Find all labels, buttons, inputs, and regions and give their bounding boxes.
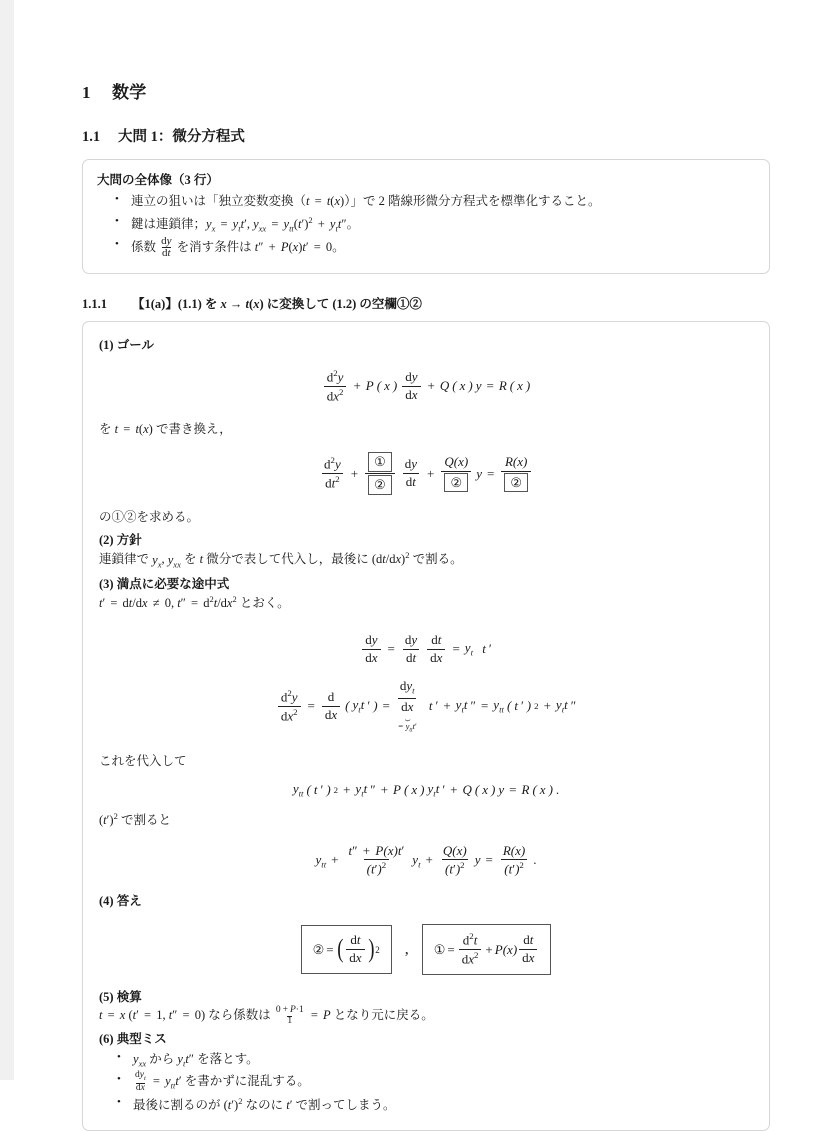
circle-one-label: ① [433,941,446,957]
subsection-heading [82,125,770,146]
subsubsection-heading [82,294,770,312]
subsection-number: 1.1 [82,129,101,145]
subsubsection-title: 【1(a)】(1.1) を x → t(x) に変換して (1.2) の空欄①② [132,296,422,311]
equation-divided: $y_{tt}$ + $\frac{t'' + P(x)t'}{(t')^2}$ $y_t$ + $\frac{Q(x)}{(t')^2}$ y = $\frac{R(x)}{(t')^2}$ . [315,842,537,877]
underbrace-label: = $y_{tt}t'$ [397,720,417,734]
list-item: • $y_{xx}$ から $y_tt''$ を落とす。 [133,1049,753,1071]
rewrite-text: を t = t(x) で書き換え， [99,421,232,436]
blank-circle-two: ② [444,473,468,493]
policy-text: 連鎖律で $y_x$, $y_{xx}$ を t 微分で表して代入し，最後に $(dt/dx)^2$ で割る。 [99,550,463,570]
main-content-box [82,321,770,1131]
equation-target-with-blanks: $\frac{d^2y}{dt^2}$ + $\frac{\text{①}}{\text{②}}$ $\frac{dy}{dt}$ + $\frac{Q(x)}{\text{②}}$ y = $\frac{R(x)}{\text{②}}$ [99,452,753,494]
check-heading: (5) 検算 [99,989,142,1004]
substitute-text: これを代入して [99,754,187,769]
blank-circle-two: ② [504,473,528,493]
mistakes-bullet-list [99,1049,753,1116]
equation-substituted: $y_{tt}$ ( t ′ ) 2 + $y_tt$ ″ + P ( x ) $y_tt$ ′ + Q ( x ) y = R ( x ) . [292,781,560,799]
mistakes-heading: (6) 典型ミス [99,1031,167,1046]
goal-heading: (1) ゴール [99,337,154,352]
section-heading [82,78,770,103]
equation-chain-first: $\frac{dy}{dx}$ = $\frac{dy}{dt}$ $\frac{dt}{dx}$ = $y_t$ t ′ [99,632,753,665]
subsubsection-number: 1.1.1 [82,296,107,311]
list-item: • 連立の狙いは「独立変数変換（t = t(x)）」で 2 階線形微分方程式を標準化すること。 [131,191,755,213]
section-number: 1 [82,83,91,102]
answer-heading: (4) 答え [99,894,142,909]
page-left-margin-strip [0,0,14,1080]
steps-heading: (3) 満点に必要な途中式 [99,576,230,591]
list-item: • 最後に割るのが $(t')^2$ なのに t′ で割ってしまう。 [133,1094,753,1117]
answer-box-one: ① = $\frac{d^2t}{dx^2}$ + P ( x ) $\frac{dt}{dx}$ [422,924,552,975]
circle-two-label: ② [312,941,325,957]
policy-heading: (2) 方針 [99,533,142,548]
blank-circle-two: ② [368,475,392,495]
list-item: • 鍵は連鎖律；$y_x = y_tt'$, $y_{xx} = y_{tt}(t')^2 + y_tt''$。 [131,213,755,236]
section-title: 数学 [112,83,147,102]
underbrace-group: $\frac{dy_t}{dx}$ ⏟ = $y_{tt}t'$ [397,678,417,734]
answer-boxes-row: ② = ( $\frac{dt}{dx}$ ) 2 , ① = $\frac{d^2t}{dx^2}$ + P ( x ) $\frac{dt}{dx}$ [99,924,753,975]
blank-circle-one: ① [368,452,392,472]
subsection-title: 大問 1：微分方程式 [118,129,245,145]
document-page [14,0,832,1112]
list-item: • 係数 $\frac{dy}{dt}$ を消す条件は t″ + P(x)t′ = 0。 [131,236,755,260]
overview-box-title: 大問の全体像（3 行） [97,173,219,187]
check-text: t = x (t′ = 1, t″ = 0) なら係数は $\frac{0 + P\cdot 1}{1}$ = P となり元に戻る。 [99,1004,434,1026]
overview-box [82,159,770,274]
find-text: の①②を求める。 [99,509,200,524]
equation-original: $\frac{d^2y}{dx^2}$ + P ( x ) $\frac{dy}{dx}$ + Q ( x ) y = R ( x ) [99,369,753,404]
equation-chain-second: $\frac{d^2y}{dx^2}$ = $\frac{d}{dx}$ ( $y_tt$ ′ ) = $\frac{dy_t}{dx}$ ⏟ = $y_{tt}t'$ t ′ + $y_tt$ ″ = $y_{tt}$ ( t ′ ) 2 + $y_tt$ ″ [99,679,753,733]
answer-box-two: ② = ( $\frac{dt}{dx}$ ) 2 [301,925,392,973]
list-item: • $\frac{dy_t}{dx}$ = $y_{tt}t'$ を書かずに混乱する。 [133,1071,753,1094]
overview-bullet-list [97,191,755,260]
steps-text: t′ = dt/dx ≠ 0, $t'' = d^2t/dx^2$ とおく。 [99,593,290,611]
divide-text: $(t')^2$ で割ると [99,810,171,827]
